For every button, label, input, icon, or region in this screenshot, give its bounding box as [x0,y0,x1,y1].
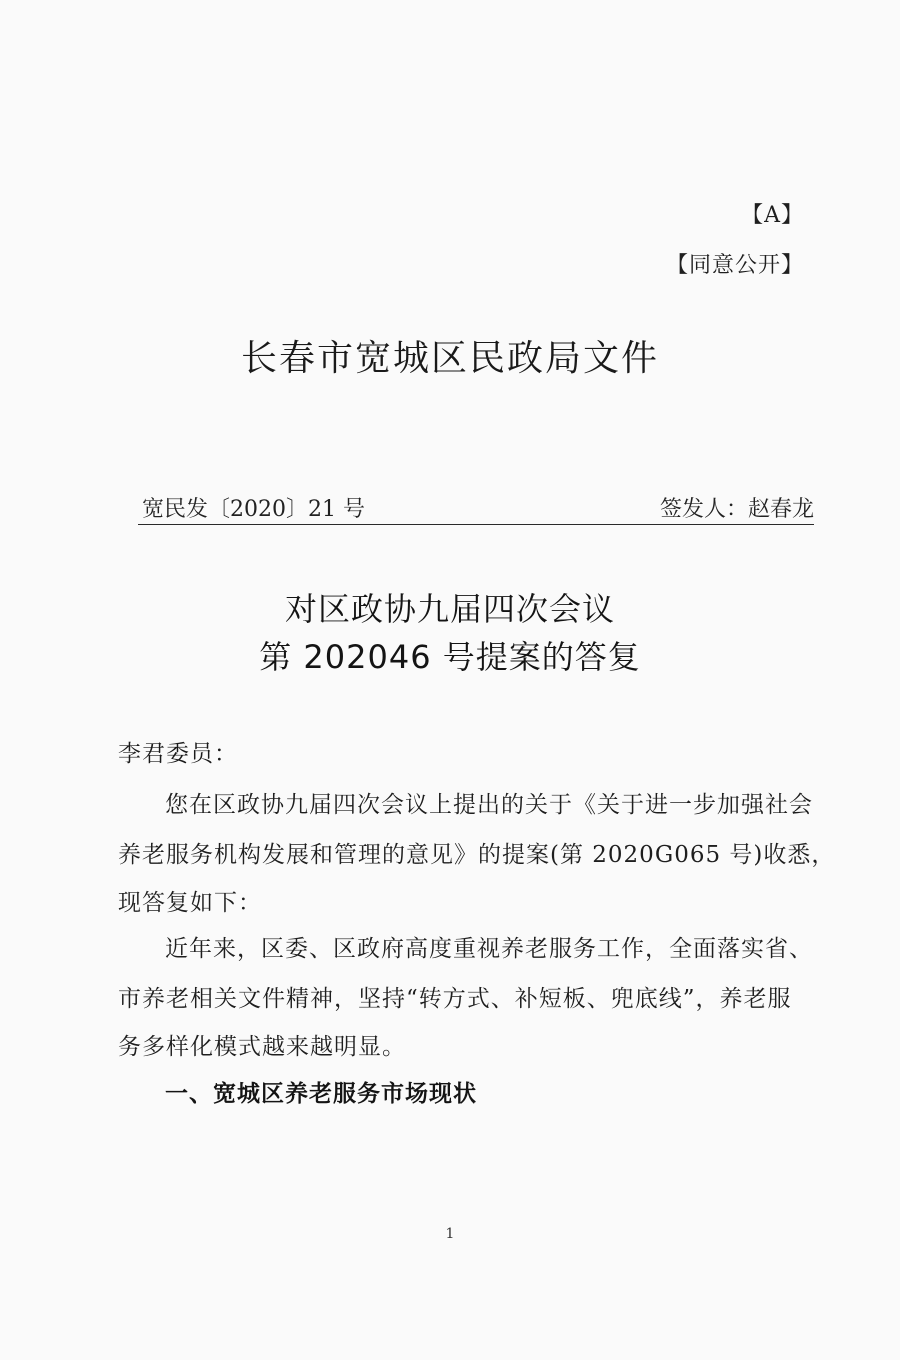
paragraph-1-line-3: 现答复如下： [118,890,262,916]
document-number: 宽民发〔2020〕21 号 [142,497,365,522]
paragraph-2-line-2: 市养老相关文件精神，坚持“转方式、补短板、兜底线”，养老服 [118,986,792,1012]
reply-title-line-1: 对区政协九届四次会议 [284,590,615,628]
section-1-heading: 一、宽城区养老服务市场现状 [165,1081,477,1107]
paragraph-2-line-1: 近年来，区委、区政府高度重视养老服务工作，全面落实省、 [165,936,813,962]
paragraph-1-line-1: 您在区政协九届四次会议上提出的关于《关于进一步加强社会 [165,792,813,818]
signer-label: 签发人： [659,497,748,522]
paragraph-1-line-2: 养老服务机构发展和管理的意见》的提案(第 2020G065 号)收悉， [118,842,836,868]
reply-title-line-2: 第 202046 号提案的答复 [259,638,641,676]
header-divider-line [138,524,814,525]
page-number: 1 [445,1226,455,1242]
disclosure-mark: 【同意公开】 [665,253,804,278]
classification-mark: 【A】 [741,203,804,228]
salutation: 李君委员： [118,741,238,767]
signer-name: 赵春龙 [747,497,814,522]
paragraph-2-line-3: 务多样化模式越来越明显。 [118,1034,406,1060]
document-meta-row [138,492,814,526]
signer [660,492,814,523]
issuing-organization-title: 长春市宽城区民政局文件 [240,338,659,379]
